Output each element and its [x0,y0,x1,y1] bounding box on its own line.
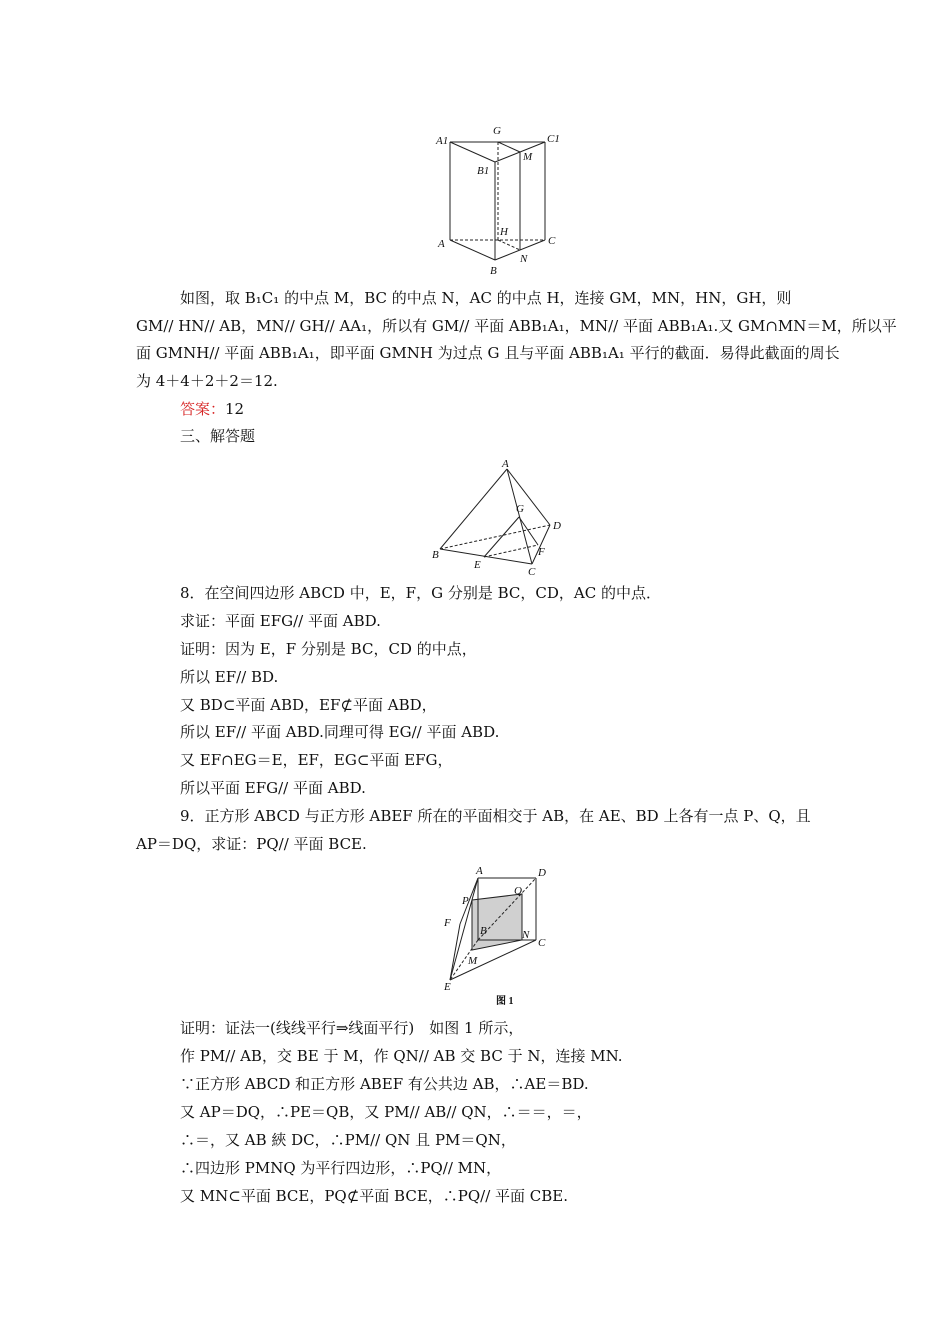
label-b: B [490,265,497,277]
problem9-line2: AP＝DQ，求证：PQ// 平面 BCE. [136,835,367,853]
label-d: D [538,867,546,879]
proof9-line4: 又 AP＝DQ，∴PE＝QB，又 PM// AB// QN，∴＝＝，＝， [180,1103,592,1121]
edge-f-e [450,924,460,980]
answer-line [180,399,244,419]
prism-figure [432,122,572,280]
label-d: D [553,520,561,532]
problem8-line8: 所以平面 EFG// 平面 ABD. [180,779,366,797]
label-h: H [500,226,508,238]
problem8-line6: 所以 EF// 平面 ABD.同理可得 EG// 平面 ABD. [180,723,500,741]
label-b1: B1 [477,165,490,177]
paragraph1-line1: 如图，取 B₁C₁ 的中点 M，BC 的中点 N，AC 的中点 H，连接 GM，MN，HN，GH，则 [180,289,792,307]
label-e: E [444,981,451,993]
label-n: N [522,929,530,941]
label-c: C [548,235,556,247]
paragraph1-line2: GM// HN// AB，MN// GH// AA₁，所以有 GM// 平面 ABB₁A₁，MN// 平面 ABB₁A₁.又 GM∩MN＝M，所以平 [136,317,897,335]
label-a: A [438,238,445,250]
proof9-line5: ∴＝，又 AB 綊 DC，∴PM// QN 且 PM＝QN， [180,1131,516,1149]
problem8-line3: 证明：因为 E，F 分别是 BC，CD 的中点， [180,640,477,658]
label-f: F [538,546,545,558]
problem8-line1: 8．在空间四边形 ABCD 中，E，F，G 分别是 BC，CD，AC 的中点． [180,584,661,602]
figure-caption: 图 1 [496,996,514,1007]
edge-g-m [498,142,520,152]
label-p: P [462,895,469,907]
proof9-line2: 作 PM// AB，交 BE 于 M，作 QN// AB 交 BC 于 N，连接 MN. [180,1047,623,1065]
edge-c-d [532,525,550,564]
problem8-line2: 求证：平面 EFG// 平面 ABD. [180,612,381,630]
label-b: B [480,925,487,937]
edge-a-c [507,469,532,564]
proof9-line7: 又 MN⊂平面 BCE，PQ⊄平面 BCE，∴PQ// 平面 CBE. [180,1187,569,1205]
label-n: N [520,253,528,265]
edge-g-f [519,517,538,545]
answer-value: 12 [225,400,245,418]
problem9-line1: 9．正方形 ABCD 与正方形 ABEF 所在的平面相交于 AB，在 AE、BD 上各有一点 P、Q，且 [180,807,811,825]
squares-figure [436,864,566,1010]
label-a: A [502,458,509,470]
problem8-line7: 又 EF∩EG＝E，EF，EG⊂平面 EFG， [180,751,453,769]
proof9-line1: 证明：证法一(线线平行⇒线面平行) 如图 1 所示， [180,1019,524,1037]
label-q: Q [514,885,522,897]
edge-a-b [450,240,495,260]
edge-a1-b1 [450,142,495,162]
edge-a-b [440,469,507,549]
edge-a-d [507,469,550,525]
paragraph1-line3: 面 GMNH// 平面 ABB₁A₁，即平面 GMNH 为过点 G 且与平面 ABB₁A₁ 平行的截面．易得此截面的周长 [136,344,840,362]
section-pmnq [472,894,522,950]
section-title: 三、解答题 [180,427,256,445]
problem8-line5: 又 BD⊂平面 ABD，EF⊄平面 ABD， [180,696,437,714]
tetrahedron-figure [430,457,570,577]
proof9-line3: ∵正方形 ABCD 和正方形 ABEF 有公共边 AB，∴AE＝BD. [180,1075,589,1093]
label-c: C [538,937,546,949]
label-f: F [444,917,451,929]
label-e: E [474,559,481,571]
proof9-line6: ∴四边形 PMNQ 为平行四边形，∴PQ// MN， [180,1159,502,1177]
problem8-line4: 所以 EF// BD. [180,668,279,686]
label-a1: A1 [436,135,449,147]
label-b: B [432,549,439,561]
edge-e-g [484,517,519,557]
label-m: M [468,955,478,967]
label-c: C [528,566,536,577]
answer-label: 答案： [180,400,226,418]
label-c1: C1 [547,133,560,145]
label-g: G [493,125,501,137]
label-g: G [516,503,524,515]
label-m: M [523,151,533,163]
edge-h-n [498,240,520,250]
label-a: A [476,865,483,877]
paragraph1-line4: 为 4＋4＋2＋2＝12. [136,372,278,390]
